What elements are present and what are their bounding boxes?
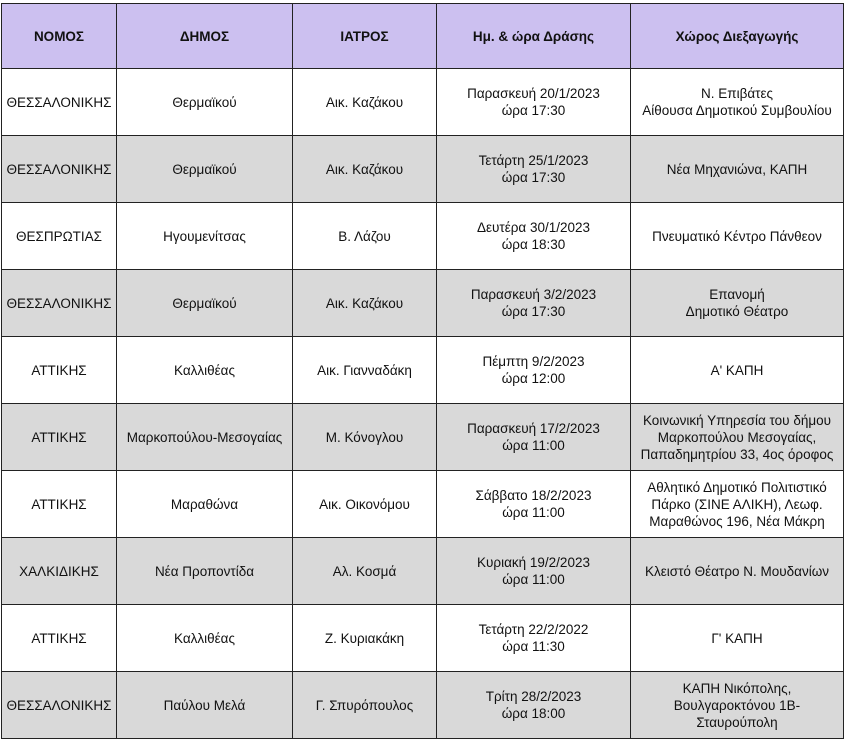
cell-datetime (437, 672, 631, 739)
cell-iatros: Αικ. Γιανναδάκη (293, 337, 437, 404)
header-iatros: ΙΑΤΡΟΣ (293, 4, 437, 69)
table-row (2, 203, 844, 270)
cell-nomos: ΑΤΤΙΚΗΣ (2, 605, 117, 672)
cell-place (631, 538, 844, 605)
cell-datetime-line: Παρασκευή 3/2/2023 (470, 287, 597, 302)
cell-place (631, 672, 844, 739)
header-nomos: ΝΟΜΟΣ (2, 4, 117, 69)
cell-dimos: Καλλιθέας (117, 337, 293, 404)
table-row (2, 69, 844, 136)
cell-place-line: Αίθουσα Δημοτικού Συμβουλίου (642, 103, 832, 118)
cell-place-line: Κοινωνική Υπηρεσία του δήμου (642, 412, 832, 428)
cell-iatros: Αικ. Καζάκου (293, 270, 437, 337)
cell-place-line: Κλειστό Θέατρο Ν. Μουδανίων (644, 563, 830, 579)
cell-datetime-line: ώρα 17:30 (501, 170, 566, 185)
cell-place-line: Πάρκο (ΣΙΝΕ ΑΛΙΚΗ), Λεωφ. (651, 496, 823, 512)
cell-place-line: Σταυρούπολη (696, 714, 778, 730)
cell-nomos: ΘΕΣΣΑΛΟΝΙΚΗΣ (2, 672, 117, 739)
cell-place-line: Πνευματικό Κέντρο Πάνθεον (652, 228, 822, 244)
table-row (2, 270, 844, 337)
cell-iatros: Β. Λάζου (293, 203, 437, 270)
cell-datetime (437, 270, 631, 337)
cell-datetime-line: Σάββατο 18/2/2023 (475, 488, 592, 503)
cell-place-line: Επανομή (709, 287, 765, 302)
table-row (2, 471, 844, 538)
cell-dimos: Ηγουμενίτσας (117, 203, 293, 270)
cell-datetime-line: Παρασκευή 17/2/2023 (467, 421, 600, 436)
cell-datetime (437, 69, 631, 136)
cell-nomos: ΑΤΤΙΚΗΣ (2, 471, 117, 538)
cell-dimos: Μαρκοπούλου-Μεσογαίας (117, 404, 293, 471)
cell-datetime (437, 203, 631, 270)
cell-place (631, 203, 844, 270)
cell-datetime-line: Τρίτη 28/2/2023 (485, 689, 582, 704)
cell-datetime-line: ώρα 11:30 (502, 639, 565, 654)
cell-datetime (437, 404, 631, 471)
cell-place-line: Νέα Μηχανιώνα, ΚΑΠΗ (666, 161, 808, 177)
cell-dimos: Νέα Προποντίδα (117, 538, 293, 605)
cell-place-line: Μαρκοπούλου Μεσογαίας, (657, 429, 817, 445)
cell-nomos: ΧΑΛΚΙΔΙΚΗΣ (2, 538, 117, 605)
header-row (2, 4, 844, 69)
table-row (2, 337, 844, 404)
cell-place (631, 605, 844, 672)
table-row (2, 404, 844, 471)
cell-datetime-line: Τετάρτη 25/1/2023 (478, 153, 589, 168)
cell-nomos: ΘΕΣΣΑΛΟΝΙΚΗΣ (2, 69, 117, 136)
cell-datetime-line: ώρα 18:30 (501, 237, 566, 252)
table-row (2, 538, 844, 605)
header-datetime: Ημ. & ώρα Δράσης (437, 4, 631, 69)
header-dimos: ΔΗΜΟΣ (117, 4, 293, 69)
cell-datetime-line: Τετάρτη 22/2/2022 (478, 622, 589, 637)
cell-iatros: Γ. Σπυρόπουλος (293, 672, 437, 739)
cell-place-line: Γ' ΚΑΠΗ (711, 630, 763, 646)
cell-iatros: Αικ. Καζάκου (293, 69, 437, 136)
cell-datetime-line: Κυριακή 19/2/2023 (477, 555, 590, 570)
cell-iatros: Αλ. Κοσμά (293, 538, 437, 605)
cell-datetime-line: ώρα 18:00 (501, 706, 566, 721)
cell-iatros: Μ. Κόνογλου (293, 404, 437, 471)
cell-place-line: Δημοτικό Θέατρο (685, 304, 789, 319)
cell-datetime-line: Πέμπτη 9/2/2023 (482, 354, 585, 369)
cell-dimos: Παύλου Μελά (117, 672, 293, 739)
cell-datetime-line: ώρα 11:00 (502, 438, 565, 453)
cell-place (631, 471, 844, 538)
cell-dimos: Μαραθώνα (117, 471, 293, 538)
cell-dimos: Θερμαϊκού (117, 136, 293, 203)
table-row (2, 136, 844, 203)
cell-datetime-line: ώρα 11:00 (502, 505, 565, 520)
cell-datetime (437, 538, 631, 605)
cell-nomos: ΑΤΤΙΚΗΣ (2, 404, 117, 471)
header-place: Χώρος Διεξαγωγής (631, 4, 844, 69)
cell-nomos: ΘΕΣΠΡΩΤΙΑΣ (2, 203, 117, 270)
cell-place-line: Α' ΚΑΠΗ (710, 362, 764, 378)
schedule-table (1, 3, 844, 739)
table-row (2, 605, 844, 672)
cell-iatros: Αικ. Οικονόμου (293, 471, 437, 538)
table-row (2, 672, 844, 739)
cell-place (631, 69, 844, 136)
cell-datetime-line: ώρα 12:00 (501, 371, 566, 386)
cell-datetime (437, 337, 631, 404)
cell-place-line: Ν. Επιβάτες (701, 86, 773, 101)
cell-datetime (437, 136, 631, 203)
cell-place-line: Παπαδημητρίου 33, 4ος όροφος (640, 446, 834, 462)
cell-datetime-line: Παρασκευή 20/1/2023 (467, 86, 600, 101)
cell-nomos: ΑΤΤΙΚΗΣ (2, 337, 117, 404)
cell-dimos: Καλλιθέας (117, 605, 293, 672)
cell-iatros: Αικ. Καζάκου (293, 136, 437, 203)
cell-iatros: Ζ. Κυριακάκη (293, 605, 437, 672)
cell-dimos: Θερμαϊκού (117, 270, 293, 337)
cell-place (631, 270, 844, 337)
cell-nomos: ΘΕΣΣΑΛΟΝΙΚΗΣ (2, 270, 117, 337)
cell-datetime (437, 605, 631, 672)
cell-place (631, 136, 844, 203)
cell-place-line: Αθλητικό Δημοτικό Πολιτιστικό (647, 479, 827, 495)
cell-place (631, 337, 844, 404)
cell-datetime-line: ώρα 17:30 (501, 103, 566, 118)
cell-datetime-line: ώρα 17:30 (501, 304, 566, 319)
cell-place-line: Βουλγαροκτόνου 1Β- (673, 697, 801, 713)
cell-place-line: ΚΑΠΗ Νικόπολης, (682, 680, 792, 696)
cell-dimos: Θερμαϊκού (117, 69, 293, 136)
cell-nomos: ΘΕΣΣΑΛΟΝΙΚΗΣ (2, 136, 117, 203)
cell-datetime-line: ώρα 11:00 (502, 572, 565, 587)
cell-datetime (437, 471, 631, 538)
cell-datetime-line: Δευτέρα 30/1/2023 (476, 220, 591, 235)
cell-place (631, 404, 844, 471)
table-body (2, 69, 844, 739)
cell-place-line: Μαραθώνος 196, Νέα Μάκρη (649, 513, 825, 529)
